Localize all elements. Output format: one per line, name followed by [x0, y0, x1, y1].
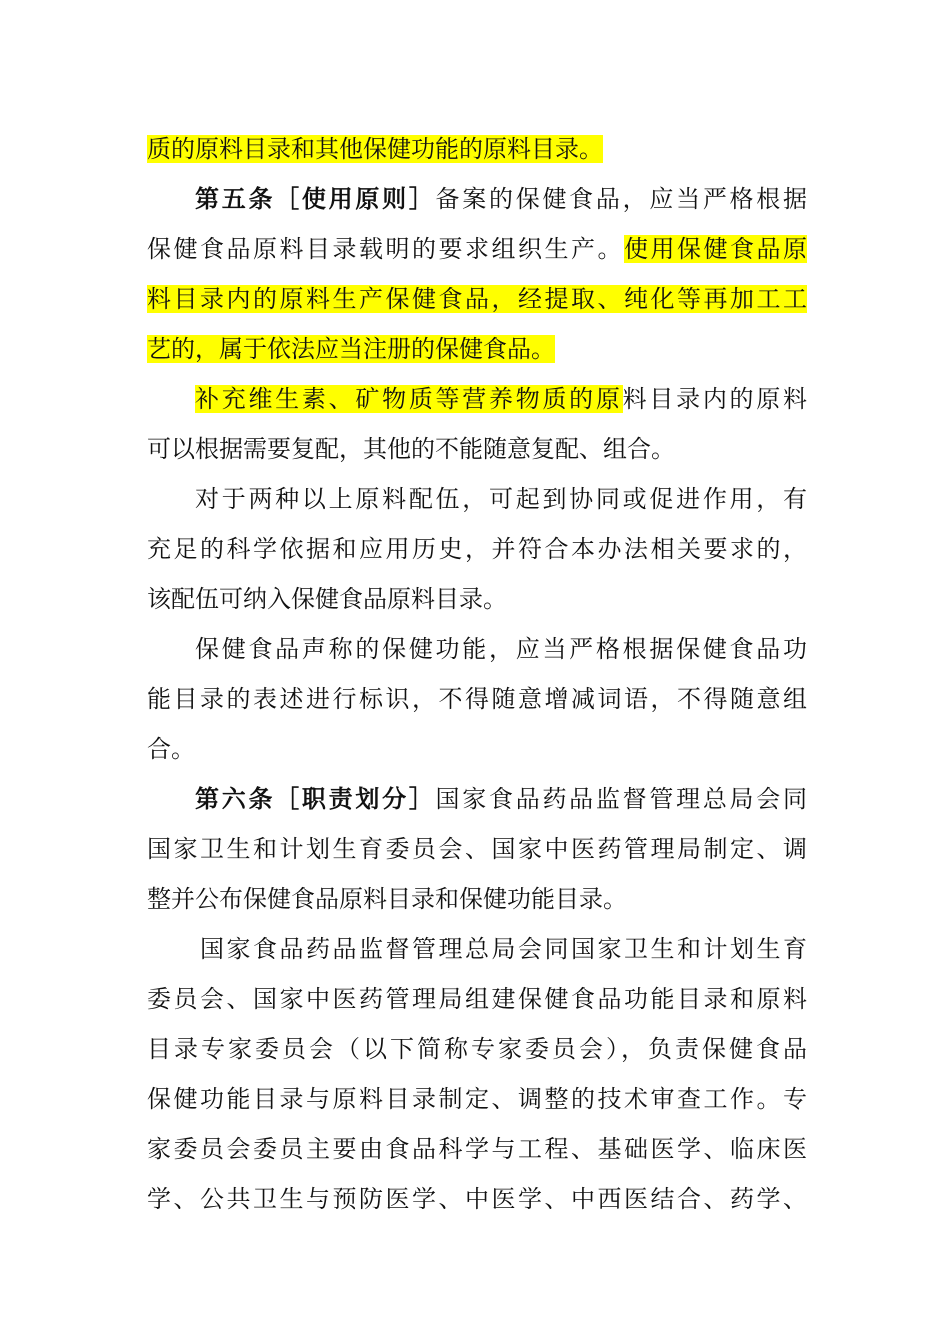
- article-5-text: 备案的保健食品，应当严格根据: [435, 185, 808, 213]
- body-text: 充足的科学依据和应用历史，并符合本办法相关要求的，: [147, 535, 807, 563]
- body-text: 学、公共卫生与预防医学、中医学、中西医结合、药学、: [147, 1185, 807, 1213]
- body-text: 保健食品原料目录载明的要求组织生产。: [147, 235, 624, 263]
- highlighted-text: 艺的，属于依法应当注册的保健食品。: [147, 335, 555, 363]
- highlighted-text: 料目录内的原料生产保健食品，经提取、纯化等再加工工: [147, 285, 807, 313]
- article-5-heading: 第五条［使用原则］: [195, 185, 436, 213]
- highlighted-text: 使用保健食品原: [624, 235, 807, 263]
- text-line-1: [147, 131, 807, 167]
- body-text: 目录专家委员会（以下简称专家委员会），负责保健食品: [147, 1035, 807, 1063]
- body-text: 整并公布保健食品原料目录和保健功能目录。: [147, 885, 627, 913]
- text-line-3: [147, 231, 807, 267]
- article-6-heading-line: [195, 781, 807, 817]
- text-line-20: [147, 1081, 807, 1117]
- text-line-21: [147, 1131, 807, 1167]
- body-text: 料目录内的原料: [622, 385, 808, 413]
- text-line-19: [147, 1031, 807, 1067]
- body-text: 家委员会委员主要由食品科学与工程、基础医学、临床医: [147, 1135, 807, 1163]
- article-5-heading-line: [195, 181, 807, 217]
- text-line-15: [147, 831, 807, 867]
- text-line-22: [147, 1181, 807, 1217]
- text-line-11: [195, 631, 807, 667]
- text-line-16: [147, 881, 807, 917]
- body-text: 可以根据需要复配，其他的不能随意复配、组合。: [147, 435, 675, 463]
- text-line-10: [147, 581, 807, 617]
- article-6-heading: 第六条［职责划分］: [195, 785, 436, 813]
- text-line-18: [147, 981, 807, 1017]
- body-text: 保健功能目录与原料目录制定、调整的技术审查工作。专: [147, 1085, 807, 1113]
- text-line-6: [195, 381, 807, 417]
- text-line-7: [147, 431, 807, 467]
- highlighted-text: 质的原料目录和其他保健功能的原料目录。: [147, 135, 603, 163]
- body-text: 委员会、国家中医药管理局组建保健食品功能目录和原料: [147, 985, 807, 1013]
- text-line-13: [147, 731, 807, 767]
- body-text: 国家食品药品监督管理总局会同国家卫生和计划生育: [200, 935, 807, 963]
- body-text: 对于两种以上原料配伍，可起到协同或促进作用，有: [195, 485, 807, 513]
- body-text: 国家卫生和计划生育委员会、国家中医药管理局制定、调: [147, 835, 807, 863]
- body-text: 保健食品声称的保健功能，应当严格根据保健食品功: [195, 635, 807, 663]
- text-line-9: [147, 531, 807, 567]
- body-text: 合。: [147, 735, 195, 763]
- text-line-4: [147, 281, 807, 317]
- text-line-12: [147, 681, 807, 717]
- body-text: 该配伍可纳入保健食品原料目录。: [147, 585, 507, 613]
- highlighted-text: 补充维生素、矿物质等营养物质的原: [195, 385, 623, 413]
- article-6-text: 国家食品药品监督管理总局会同: [435, 785, 808, 813]
- text-line-5: [147, 331, 807, 367]
- text-line-8: [195, 481, 807, 517]
- text-line-17: [200, 931, 807, 967]
- body-text: 能目录的表述进行标识，不得随意增减词语，不得随意组: [147, 685, 807, 713]
